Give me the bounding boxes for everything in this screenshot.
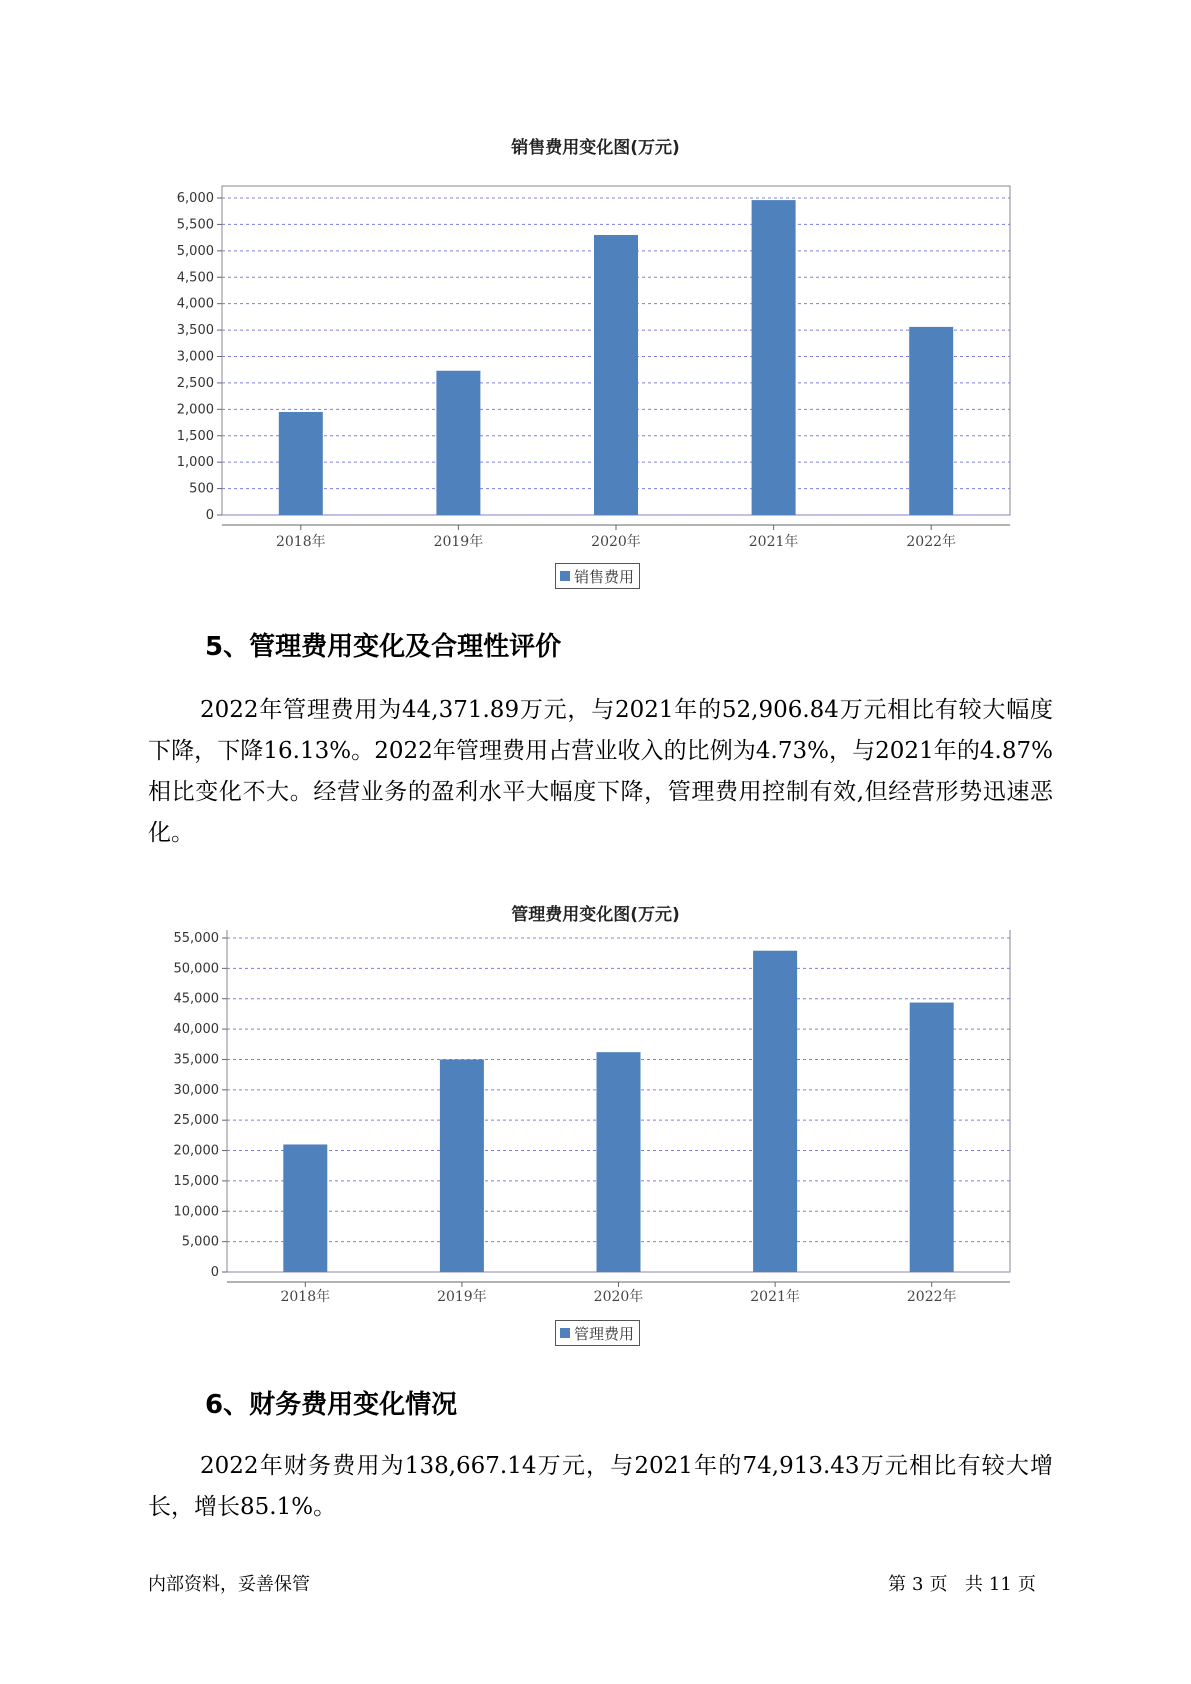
- y-tick-label: 6,000: [176, 191, 214, 206]
- bar: [440, 1059, 484, 1272]
- legend-label: 销售费用: [574, 567, 635, 586]
- bar: [279, 412, 323, 515]
- x-tick-label: 2021年: [748, 534, 799, 550]
- y-tick-label: 5,000: [181, 1234, 219, 1250]
- page-unit: 页: [929, 1574, 948, 1595]
- y-tick-label: 4,500: [176, 270, 214, 286]
- sales-chart-title: 销售费用变化图(万元): [511, 138, 680, 158]
- section5-heading: 5、管理费用变化及合理性评价: [205, 632, 562, 662]
- footer-page-number: [885, 1570, 1039, 1596]
- y-tick-label: 15,000: [173, 1173, 219, 1189]
- page-current: 3: [912, 1574, 924, 1595]
- footer-left: 内部资料，妥善保管: [148, 1574, 310, 1595]
- y-tick-label: 5,500: [176, 217, 214, 233]
- total-unit: 页: [1017, 1574, 1036, 1595]
- legend-swatch: [560, 1328, 570, 1338]
- sales-expense-chart: [0, 160, 1191, 560]
- legend-label: 管理费用: [574, 1324, 635, 1343]
- admin-chart-legend: [555, 1320, 640, 1346]
- total-prefix: 共: [964, 1574, 983, 1595]
- x-tick-label: 2019年: [437, 1289, 487, 1305]
- y-tick-label: 0: [205, 508, 214, 523]
- x-tick-label: 2021年: [750, 1289, 800, 1305]
- page-total: 11: [988, 1574, 1012, 1595]
- y-tick-label: 50,000: [173, 961, 219, 977]
- y-tick-label: 40,000: [173, 1022, 219, 1038]
- y-tick-label: 55,000: [173, 931, 219, 946]
- x-tick-label: 2022年: [906, 1289, 957, 1305]
- section6-heading: 6、财务费用变化情况: [205, 1390, 458, 1420]
- y-tick-label: 1,500: [176, 428, 214, 444]
- y-tick-label: 25,000: [173, 1113, 219, 1129]
- section6-paragraph: 2022年财务费用为138,667.14万元，与2021年的74,913.43万元相比有较大增长，增长85.1%。: [148, 1453, 1053, 1520]
- y-tick-label: 20,000: [173, 1143, 219, 1159]
- sales-chart-legend: [555, 563, 640, 589]
- bar: [594, 235, 638, 515]
- x-tick-label: 2020年: [593, 1289, 644, 1305]
- x-tick-label: 2020年: [591, 534, 641, 550]
- y-tick-label: 4,000: [176, 296, 214, 312]
- y-tick-label: 30,000: [173, 1082, 219, 1098]
- bar: [283, 1144, 327, 1272]
- bar: [910, 1003, 954, 1272]
- x-tick-label: 2022年: [906, 534, 957, 550]
- section5-paragraph: 2022年管理费用为44,371.89万元，与2021年的52,906.84万元相比有较大幅度下降，下降16.13%。2022年管理费用占营业收入的比例为4.73%，与2021年的4.87%相比变化不大。经营业务的盈利水平大幅度下降，管理费用控制有效,但经营形势迅速恶化。: [148, 697, 1053, 846]
- y-tick-label: 0: [210, 1265, 219, 1280]
- y-tick-label: 45,000: [173, 991, 219, 1007]
- y-tick-label: 5,000: [176, 243, 214, 259]
- y-tick-label: 10,000: [173, 1204, 219, 1220]
- y-tick-label: 1,000: [176, 455, 214, 471]
- x-tick-label: 2018年: [275, 534, 326, 550]
- y-tick-label: 500: [189, 481, 214, 497]
- bar: [597, 1052, 641, 1272]
- y-tick-label: 2,500: [176, 375, 214, 391]
- y-tick-label: 3,500: [176, 323, 214, 339]
- legend-swatch: [560, 571, 570, 581]
- admin-expense-chart: [0, 930, 1191, 1330]
- bar: [752, 200, 796, 515]
- y-tick-label: 3,000: [176, 349, 214, 365]
- y-tick-label: 35,000: [173, 1052, 219, 1068]
- admin-chart-title: 管理费用变化图(万元): [511, 905, 680, 925]
- bar: [909, 327, 953, 515]
- page-prefix: 第: [888, 1574, 906, 1595]
- x-tick-label: 2018年: [280, 1289, 331, 1305]
- x-tick-label: 2019年: [433, 534, 484, 550]
- y-tick-label: 2,000: [176, 402, 214, 418]
- bar: [436, 371, 480, 515]
- bar: [753, 951, 797, 1272]
